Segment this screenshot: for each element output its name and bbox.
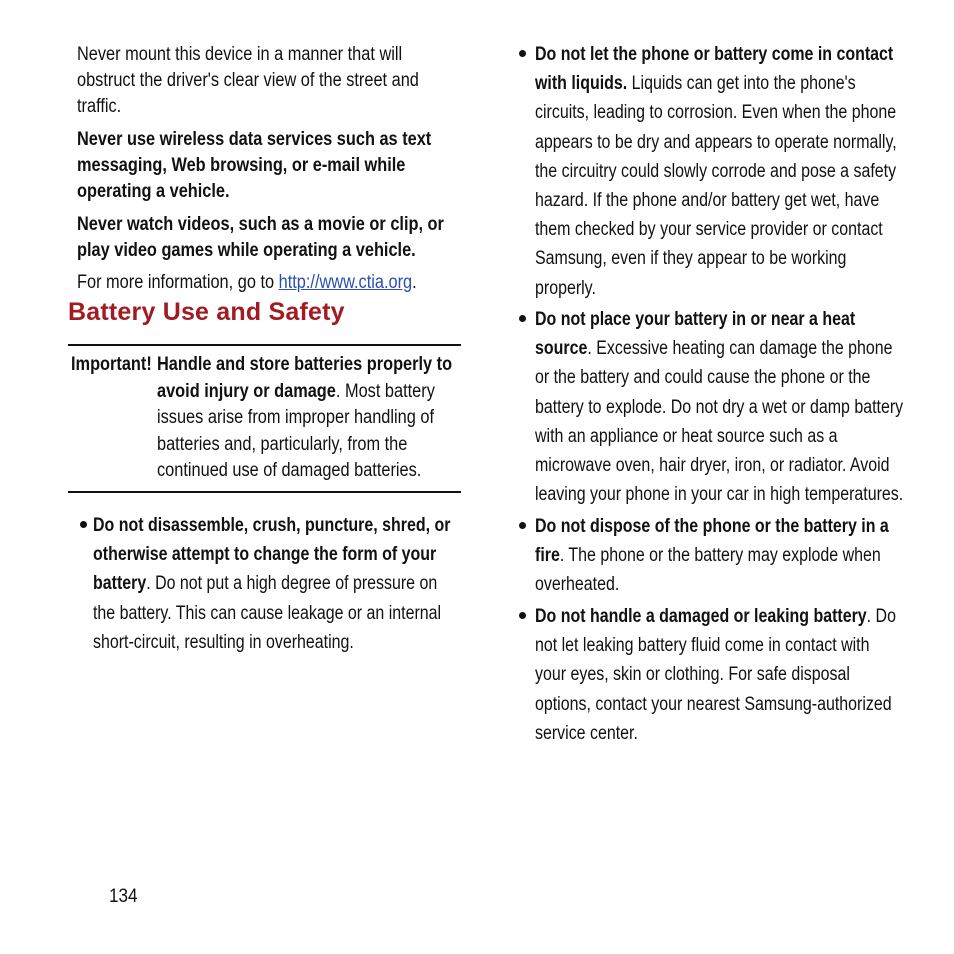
important-bottom-rule [68,491,461,493]
bullet-fire-bold: Do not dispose of the phone or the battery in a fire [535,516,889,567]
paragraph-wireless-warning: Never use wireless data services such as text messaging, Web browsing, or e-mail while operating a vehicle. [77,129,432,202]
bullet-icon [519,522,526,529]
bullet-icon [519,50,526,57]
bullet-disassemble-bold: Do not disassemble, crush, puncture, shred, or otherwise attempt to change the form of your battery [93,515,451,595]
bullet-heat [535,305,905,509]
important-body [157,352,458,485]
bullet-heat-bold: Do not place your battery in or near a heat source [535,309,856,360]
important-label: Important! [71,354,152,375]
bullet-damaged [535,602,905,748]
important-top-rule [68,344,461,346]
paragraph-mount-warning: Never mount this device in a manner that will obstruct the driver's clear view of the street and traffic. [77,44,419,117]
bullet-damaged-rest: . Do not let leaking battery fluid come in contact with your eyes, skin or clothing. For safe disposal options, contact your nearest Samsung-authorized service center. [535,606,896,744]
more-info-period: . [412,272,417,293]
bullet-icon [519,315,526,322]
page-number: 134 [109,886,138,907]
paragraph-more-info [77,270,464,296]
important-rest-text: . Most battery issues arise from improper handling of batteries and, particularly, from the continued use of damaged batteries. [157,380,435,481]
bullet-disassemble [93,511,463,657]
section-heading: Battery Use and Safety [68,298,345,326]
bullet-liquids-rest: Liquids can get into the phone's circuits, leading to corrosion. Even when the phone appears to be dry and appears to operate normally, the circuitry could slowly corrode and pose a safety hazard. If the phone and/or battery get wet, have them checked by your service provider or contact Samsung, even if they appear to be working properly. [535,73,897,299]
bullet-damaged-bold: Do not handle a damaged or leaking battery [535,606,867,627]
more-info-text: For more information, go to [77,272,279,293]
ctia-link[interactable]: http://www.ctia.org [278,272,413,293]
paragraph-video-warning: Never watch videos, such as a movie or clip, or play video games while operating a vehicle. [77,214,444,261]
bullet-icon [519,612,526,619]
bullet-icon [80,521,87,528]
bullet-heat-rest: . Excessive heating can damage the phone or the battery and could cause the phone or the battery to explode. Do not dry a wet or damp battery with an appliance or heat source such as a microwave oven, hair dryer, iron, or radiator. Avoid leaving your phone in your car in high temperatures. [535,338,904,506]
bullet-fire [535,512,905,600]
bullet-liquids [535,40,905,303]
bullet-liquids-bold: Do not let the phone or battery come in contact with liquids. [535,44,894,95]
important-bold-text: Handle and store batteries properly to avoid injury or damage [157,354,453,402]
bullet-disassemble-rest: . Do not put a high degree of pressure on the battery. This can cause leakage or an internal short-circuit, resulting in overheating. [93,573,442,653]
bullet-fire-rest: . The phone or the battery may explode when overheated. [535,545,881,596]
